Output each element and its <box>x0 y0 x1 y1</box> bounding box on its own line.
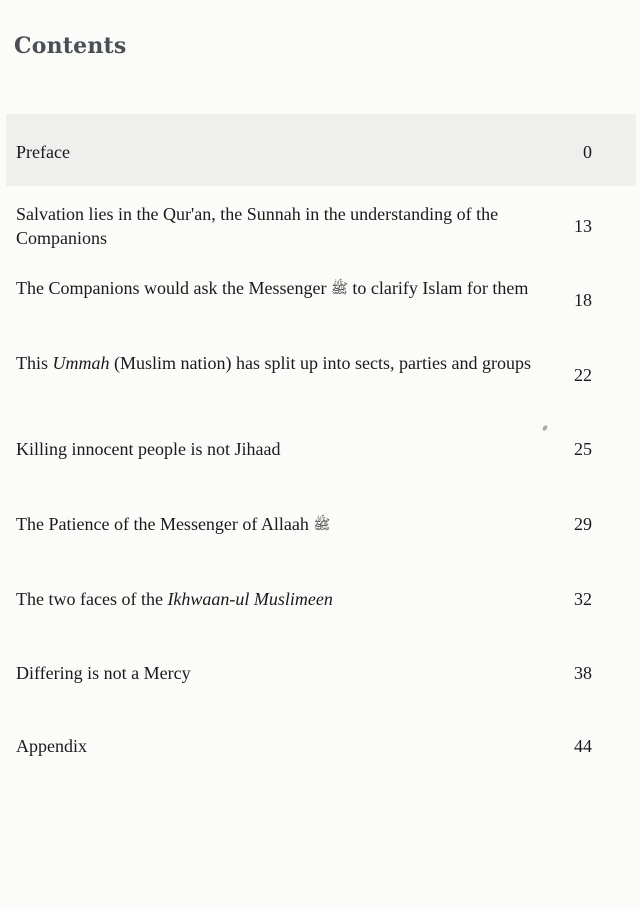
toc-entry-title <box>16 734 544 758</box>
toc-entry-title-text: Differing is not a Mercy <box>16 663 191 683</box>
toc-page-number: 32 <box>574 589 592 609</box>
toc-entry[interactable] <box>16 351 616 399</box>
toc-entry-title-text: The Patience of the Messenger of Allaah <box>16 514 314 534</box>
toc-page-number: 44 <box>574 736 592 756</box>
toc-entry-title-text: This <box>16 353 53 373</box>
toc-page-number: 13 <box>574 216 592 236</box>
toc-entry[interactable] <box>16 202 616 250</box>
toc-entry-title <box>16 437 544 461</box>
toc-entry[interactable] <box>16 140 616 164</box>
toc-page-number: 0 <box>583 142 592 162</box>
toc-entry-title <box>16 202 544 250</box>
salutation-seal-icon: ﷺ <box>330 282 348 297</box>
toc-page-number: 29 <box>574 514 592 534</box>
toc-page-number: 18 <box>574 290 592 310</box>
toc-page-number: 38 <box>574 663 592 683</box>
toc-entry[interactable] <box>16 437 616 461</box>
toc-entry-title-text: (Muslim nation) has split up into sects, parties and groups <box>109 353 531 373</box>
toc-entry-title <box>16 661 544 685</box>
scan-speck <box>542 424 549 431</box>
toc-entry-title <box>16 276 544 303</box>
toc-entry-title <box>16 512 544 539</box>
toc-entry-title-text: Preface <box>16 142 70 162</box>
toc-entry-title-italic: Ikhwaan-ul Muslimeen <box>167 589 333 609</box>
toc-page-number: 22 <box>574 365 592 385</box>
toc-entry-title <box>16 351 544 375</box>
toc-entry-title-text: Appendix <box>16 736 87 756</box>
toc-entry[interactable] <box>16 276 616 324</box>
toc-entry-title-text: The two faces of the <box>16 589 168 609</box>
toc-entry-title-text: Salvation lies in the Qur'an, the Sunnah in the understanding of the Companions <box>16 204 499 248</box>
salutation-seal-icon: ﷺ <box>313 518 331 533</box>
toc-entry[interactable] <box>16 734 616 758</box>
toc-entry-title-text: Killing innocent people is not Jihaad <box>16 439 281 459</box>
toc-entry-title-italic: Ummah <box>52 353 110 373</box>
toc-entry-title <box>16 140 544 164</box>
toc-entry-title <box>16 587 544 611</box>
toc-entry[interactable] <box>16 661 616 685</box>
page-title: Contents <box>14 33 127 59</box>
toc-entry-title-text: to clarify Islam for them <box>347 278 529 298</box>
toc-entry-title-text: The Companions would ask the Messenger <box>16 278 331 298</box>
toc-entry[interactable] <box>16 587 616 611</box>
toc-page-number: 25 <box>574 439 592 459</box>
toc-entry[interactable] <box>16 512 616 536</box>
